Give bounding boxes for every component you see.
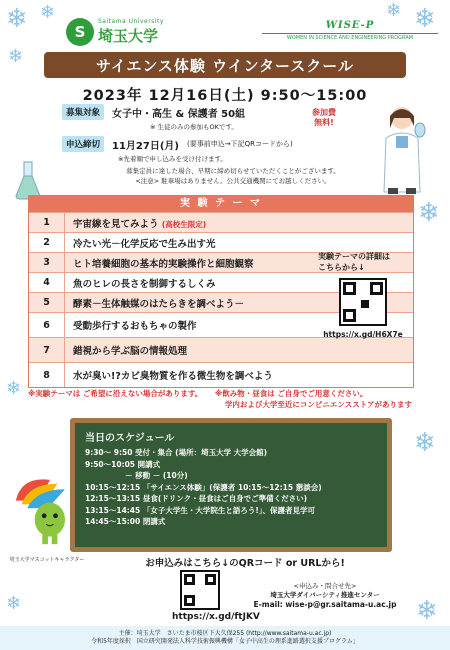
recruit-row	[62, 104, 245, 120]
wise-subtitle: WOMEN IN SCIENCE AND ENGINEERING PROGRAM	[262, 33, 438, 41]
snowflake-icon: ❄	[6, 593, 22, 614]
free-badge: 参加費 無料!	[312, 108, 336, 127]
recruit-label: 募集対象	[62, 104, 104, 120]
theme-detail-box	[312, 252, 414, 339]
schedule-line: － 移動 － (10分)	[125, 471, 188, 480]
table-row	[29, 232, 413, 252]
recruit-note: ※ 生徒のみの参加もOKです。	[150, 123, 238, 131]
theme-text: 魚のヒレの長さを制御するしくみ	[73, 278, 216, 290]
scientist-illustration	[372, 100, 436, 196]
recruit-text: 女子中・高生 & 保護者 50組	[112, 108, 246, 120]
contact-heading: <申込み・問合せ先>	[293, 582, 357, 590]
schedule-line: 10:15～12:15 「サイエンス体験」(保護者 10:15～12:15 懇談会)	[85, 482, 322, 492]
footer	[0, 626, 450, 650]
theme-number: 6	[29, 313, 65, 337]
wise-p-logo	[262, 20, 438, 41]
theme-number: 5	[29, 293, 65, 312]
theme-extra: (高校生限定)	[161, 219, 207, 229]
snowflake-icon: ❄	[6, 378, 22, 399]
theme-number: 7	[29, 338, 65, 362]
snowflake-icon: ❄	[414, 428, 436, 458]
theme-text: 酵素－生体触媒のはたらきを調べよう－	[73, 298, 245, 310]
theme-number: 1	[29, 213, 65, 232]
snowflake-icon: ❄	[6, 4, 28, 34]
event-date: 2023年 12月16日(土) 9:50～15:00	[82, 88, 368, 104]
theme-detail-label: 実験テーマの詳細は こちらから↓	[318, 252, 390, 272]
deadline-sub: (要事前申込→下記QRコードから)	[187, 140, 293, 148]
theme-number: 2	[29, 233, 65, 252]
note-right: ※飲み物・昼食は ご自身でご用意ください。	[214, 389, 368, 398]
theme-text: 受動歩行するおもちゃの製作	[73, 321, 197, 332]
theme-text: 宇宙線を見てみよう	[73, 218, 159, 230]
theme-detail-qr[interactable]	[339, 278, 387, 326]
contact-block	[240, 582, 410, 610]
schedule-board	[70, 418, 392, 552]
notes	[28, 388, 420, 410]
theme-detail-url[interactable]: https://x.gd/H6X7e	[323, 329, 403, 339]
snowflake-icon: ❄	[416, 596, 438, 626]
saitama-logo-icon: S	[66, 18, 94, 46]
snowflake-icon: ❄	[414, 4, 436, 34]
theme-text: 水が臭い!?カビ臭物質を作る微生物を調べよう	[73, 371, 273, 382]
table-row	[29, 212, 413, 232]
schedule-line: 9:30～ 9:50 受付・集合 (場所：埼玉大学 大学会館)	[85, 448, 268, 457]
deadline-row	[62, 136, 293, 152]
apply-qr[interactable]	[180, 570, 220, 610]
contact-org: 埼玉大学ダイバーシティ推進センター	[270, 590, 380, 599]
wise-title: WISE-P	[325, 20, 375, 31]
event-title: サイエンス体験 ウインタースクール	[44, 52, 406, 78]
deadline-note: ※先着順で申し込みを受け付けます。	[118, 155, 227, 163]
univ-name: 埼玉大学	[98, 27, 159, 45]
deadline-label: 申込締切	[62, 136, 104, 152]
theme-number: 3	[29, 253, 65, 272]
snowflake-icon: ❄	[418, 198, 440, 228]
footer-line-1: 主催：埼玉大学 さいたま市桜区下大久保255 (http://www.saitama-u.ac.jp)	[118, 630, 332, 637]
schedule-line: 12:15～13:15 昼食(ドリンク・昼食はご自身でご準備ください)	[85, 494, 308, 503]
schedule-title: 当日のスケジュール	[85, 433, 175, 444]
snowflake-icon: ❄	[386, 0, 402, 21]
university-logo	[66, 18, 164, 46]
theme-text: 錯視から学ぶ脳の情報処理	[73, 346, 188, 357]
theme-number: 8	[29, 363, 65, 387]
theme-text: 冷たい光－化学反応で生み出す光	[73, 238, 216, 250]
table-row	[29, 337, 413, 362]
theme-text: ヒト培養細胞の基本的実験操作と細胞観察	[73, 258, 254, 270]
schedule-line: 9:50～10:05 開講式	[85, 459, 161, 469]
mascot-caption: 埼玉大学マスコットキャラクター	[9, 557, 85, 563]
apply-url[interactable]: https://x.gd/ftJKV	[172, 612, 260, 622]
table-row	[29, 362, 413, 387]
flask-icon	[14, 160, 42, 200]
footer-line-2: 令和5年度採択 国立研究開発法人科学技術振興機構「女子中高生の理系進路選択支援プログラム」	[91, 637, 359, 645]
notice-1: 募集定員に達した場合、早期に締め切らせていただくことがございます。	[126, 167, 340, 175]
snowflake-icon: ❄	[8, 46, 24, 67]
deadline-text: 11月27日(月)	[112, 140, 179, 152]
univ-small-name: Saitama University	[98, 18, 164, 25]
notice-2: <注意> 駐車場はありません。公共交通機関にてお越しください。	[135, 177, 331, 185]
snowflake-icon: ❄	[40, 2, 56, 23]
schedule-line: 14:45～15:00 閉講式	[85, 517, 166, 526]
theme-table-header: 実 験 テ ー マ	[29, 196, 413, 212]
apply-text: お申込みはこちら↓のQRコード or URLから!	[145, 558, 345, 569]
theme-number: 4	[29, 273, 65, 292]
schedule-line: 13:15～14:45 「女子大学生・大学院生と語ろう!」、保護者見学可	[85, 505, 316, 515]
note-left: ※実験テーマは ご希望に沿えない場合があります。	[28, 389, 203, 398]
note-right-2: 学内および大学至近にコンビニエンスストアがあります	[224, 400, 412, 409]
contact-email[interactable]: E-mail: wise-p@gr.saitama-u.ac.jp	[253, 599, 397, 609]
